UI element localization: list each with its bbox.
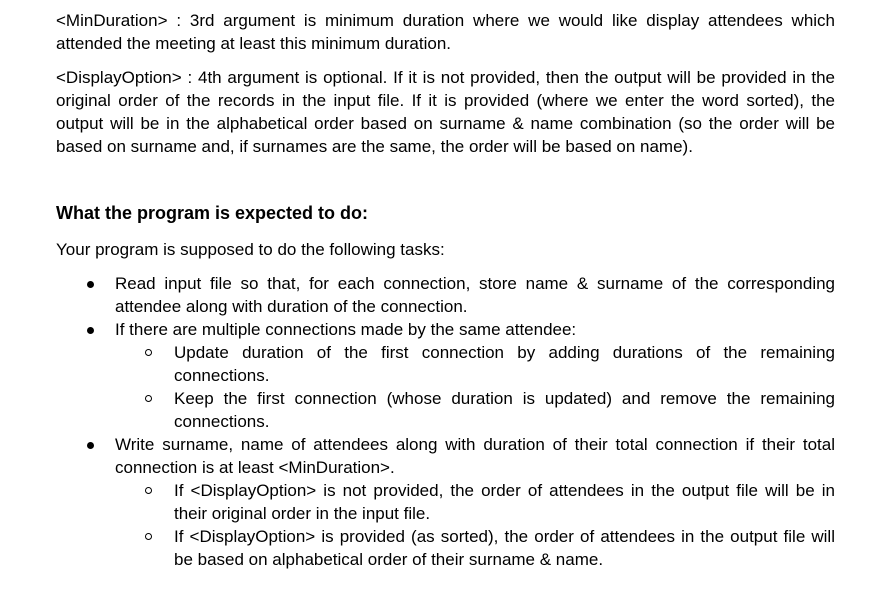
sub-list-item — [56, 525, 835, 571]
task-list — [56, 272, 835, 571]
sub-list — [115, 479, 835, 571]
min-duration-paragraph: <MinDuration> : 3rd argument is minimum duration where we would like display attendees which attended the meeting at least this minimum duration. — [56, 11, 835, 53]
circle-bullet-icon — [145, 395, 152, 402]
bullet-icon — [87, 327, 94, 334]
sub-list-item-text: If <DisplayOption> is provided (as sorted), the order of attendees in the output file will be based on alphabetical order of their surname & name. — [174, 527, 835, 569]
section-heading: What the program is expected to do: — [56, 203, 369, 223]
display-option-paragraph: <DisplayOption> : 4th argument is optional. If it is not provided, then the output will be provided in the original order of the records in the input file. If it is provided (where we enter the word sorted), the output will be in the alphabetical order based on surname & name combination (so the order will be based on surname and, if surnames are the same, the order will be based on name). — [56, 68, 835, 156]
sub-list-item-text: Keep the first connection (whose duration is updated) and remove the remaining connections. — [174, 389, 835, 431]
sub-list-item-text: If <DisplayOption> is not provided, the order of attendees in the output file will be in their original order in the input file. — [174, 481, 835, 523]
section-intro: Your program is supposed to do the following tasks: — [56, 240, 445, 259]
circle-bullet-icon — [145, 487, 152, 494]
list-item-text: If there are multiple connections made by the same attendee: — [115, 320, 577, 339]
list-item — [56, 272, 835, 318]
list-item — [56, 433, 835, 571]
list-item — [56, 318, 835, 433]
sub-list-item-text: Update duration of the first connection by adding durations of the remaining connections. — [174, 343, 835, 385]
sub-list-item — [56, 387, 835, 433]
list-item-text: Read input file so that, for each connection, store name & surname of the corresponding attendee along with duration of the connection. — [115, 274, 835, 316]
sub-list-item — [56, 479, 835, 525]
list-item-text: Write surname, name of attendees along with duration of their total connection if their total connection is at least <MinDuration>. — [115, 435, 835, 477]
sub-list-item — [56, 341, 835, 387]
sub-list — [115, 341, 835, 433]
circle-bullet-icon — [145, 349, 152, 356]
bullet-icon — [87, 281, 94, 288]
bullet-icon — [87, 442, 94, 449]
circle-bullet-icon — [145, 533, 152, 540]
